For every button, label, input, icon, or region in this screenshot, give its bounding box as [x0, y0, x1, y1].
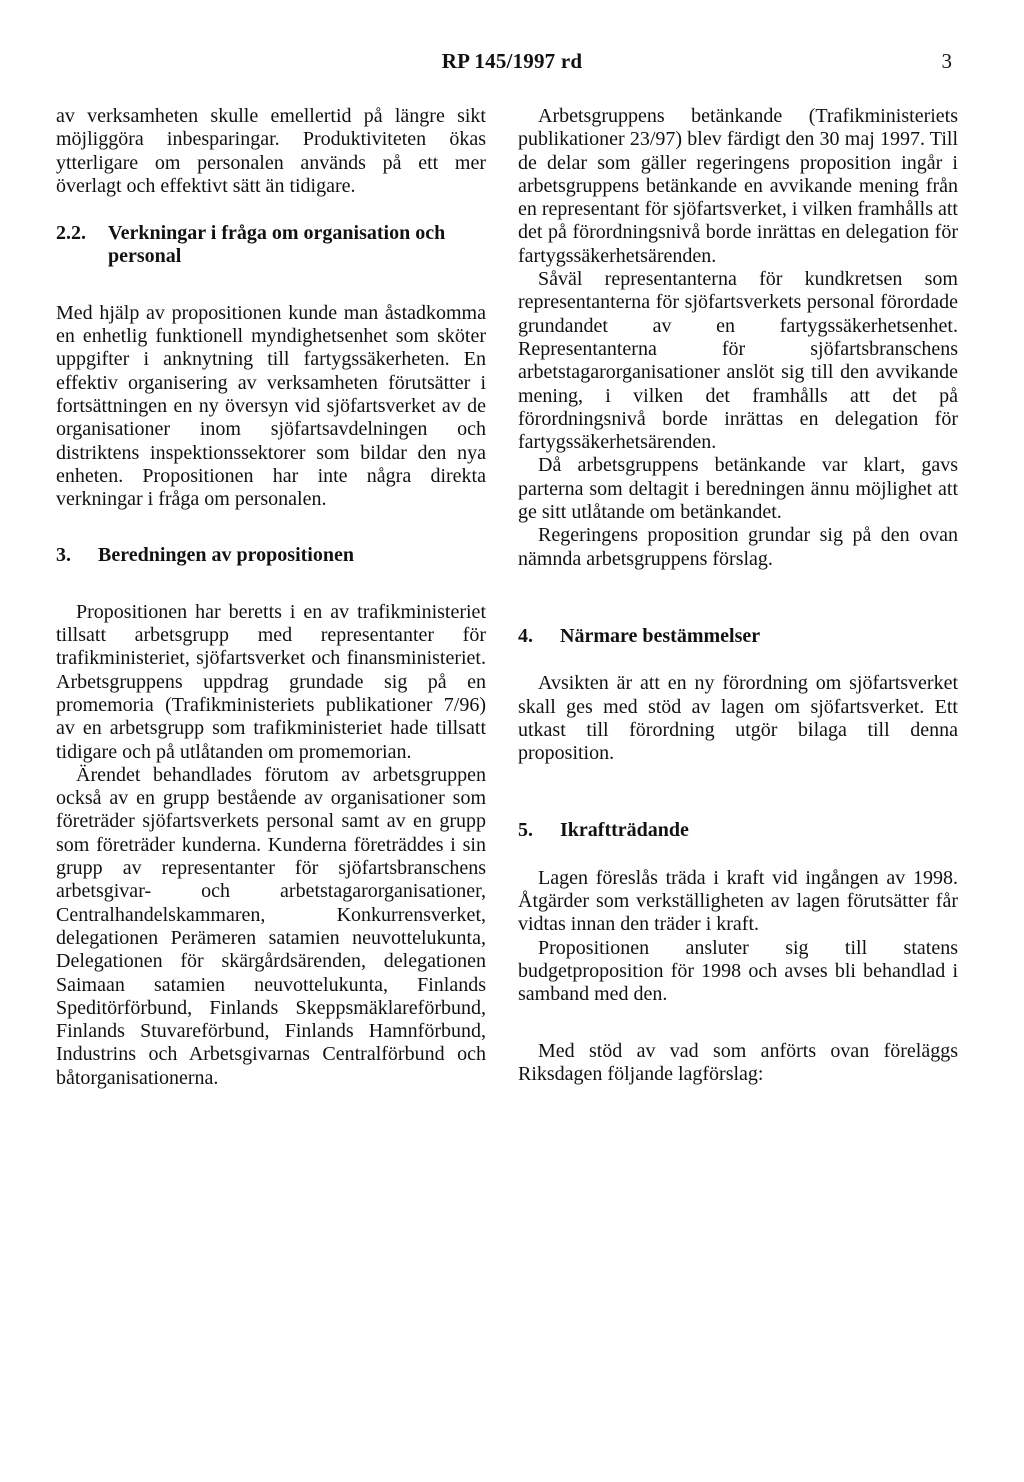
right-column: [518, 105, 958, 1086]
section-3-cont-paragraph-2: Såväl representanterna för kundkretsen som representanterna för sjöfartsverkets personal förordade grundandet av en fartygssäkerhetsenhet. Representanterna för sjöfartsbranschens arbetstagarorganisationer anslöt sig till den avvikande mening, i vilken det framhålls att det på förordningsnivå borde inrättas en delegation för fartygssäkerhetsärenden.: [518, 268, 958, 454]
section-3-number: 3.: [56, 544, 71, 567]
section-5-title: Ikraftträdande: [560, 819, 689, 842]
left-column: [56, 105, 486, 1090]
section-4-heading: [518, 625, 958, 648]
closing-paragraph: Med stöd av vad som anförts ovan föreläggs Riksdagen följande lagförslag:: [518, 1039, 958, 1085]
section-5-paragraph-1: Lagen föreslås träda i kraft vid ingången av 1998. Åtgärder som verkställigheten av lagen förutsätter får vidtas innan den träder i kraft.: [518, 866, 958, 936]
section-3-paragraph-2: Ärendet behandlades förutom av arbetsgruppen också av en grupp bestående av organisationer som företräder sjöfartsverkets personal samt av en grupp som företräder kunderna. Kunderna företräddes i sin grupp av representanter för sjöfartsbranschens arbetsgivar- och arbetstagarorganisationer, Centralhandelskammaren, Konkurrensverket, delegationen Perämeren satamien neuvottelukunta, Delegationen för skärgårdsärenden, delegationen Saimaan satamien neuvottelukunta, Finlands Speditörförbund, Finlands Skeppsmäklareförbund, Finlands Stuvareförbund, Finlands Hamnförbund, Industrins och Arbetsgivarnas Centralförbund och båtorganisationerna.: [56, 763, 486, 1089]
section-3-cont-paragraph-3: Då arbetsgruppens betänkande var klart, gavs parterna som deltagit i beredningen ännu möjlighet att ge sitt utlåtande om betänkandet.: [518, 454, 958, 524]
section-3-title: Beredningen av propositionen: [98, 544, 354, 567]
section-5-heading: [518, 819, 958, 842]
section-4-number: 4.: [518, 624, 533, 647]
section-4-title: Närmare bestämmelser: [560, 624, 761, 647]
section-3-cont-paragraph-4: Regeringens proposition grundar sig på den ovan nämnda arbetsgruppens förslag.: [518, 524, 958, 570]
section-3-cont-paragraph-1: Arbetsgruppens betänkande (Trafikministeriets publikationer 23/97) blev färdigt den 30 maj 1997. Till de delar som gäller regeringens proposition ingår i arbetsgruppens betänkande en avvikande mening från en representant för sjöfartsverket, i vilken framhålls att det på förordningsnivå borde inrättas en delegation för fartygssäkerhetsärenden.: [518, 105, 958, 267]
section-3-heading: [56, 544, 486, 567]
page-number: 3: [941, 49, 952, 73]
section-2-2-title: Verkningar i fråga om organisation och personal: [108, 222, 446, 268]
section-4-paragraph: Avsikten är att en ny förordning om sjöfartsverket skall ges med stöd av lagen om sjöfartsverket. Ett utkast till förordning utgör bilaga till denna proposition.: [518, 672, 958, 765]
section-3-paragraph-1: Propositionen har beretts i en av trafikministeriet tillsatt arbetsgrupp med representanter för trafikministeriet, sjöfartsverket och finansministeriet. Arbetsgruppens uppdrag grundade sig på en promemoria (Trafikministeriets publikationer 7/96) av en arbetsgrupp som trafikministeriet hade tillsatt tidigare och på utlåtanden om promemorian.: [56, 600, 486, 763]
document-header-title: RP 145/1997 rd: [441, 49, 583, 73]
section-2-2-number: 2.2.: [56, 222, 86, 245]
section-2-2-paragraph: Med hjälp av propositionen kunde man åstadkomma en enhetlig funktionell myndighetsenhet som sköter uppgifter i anknytning till fartygssäkerheten. En effektiv organisering av verksamheten förutsätter i fortsättningen en ny översyn vid sjöfartsverket av de organisationer inom sjöfartsavdelningen och distriktens inspektionssektorer som bildar den nya enheten. Propositionen har inte några direkta verkningar i fråga om personalen.: [56, 301, 486, 511]
intro-paragraph: av verksamheten skulle emellertid på längre sikt möjliggöra inbesparingar. Produktiviteten ökas ytterligare om personalen används på ett mer överlagt och effektivt sätt än tidigare.: [56, 105, 486, 197]
section-2-2-heading: [56, 222, 486, 269]
section-5-number: 5.: [518, 819, 533, 842]
section-5-paragraph-2: Propositionen ansluter sig till statens budgetproposition för 1998 och avses bli behandlad i samband med den.: [518, 936, 958, 1006]
